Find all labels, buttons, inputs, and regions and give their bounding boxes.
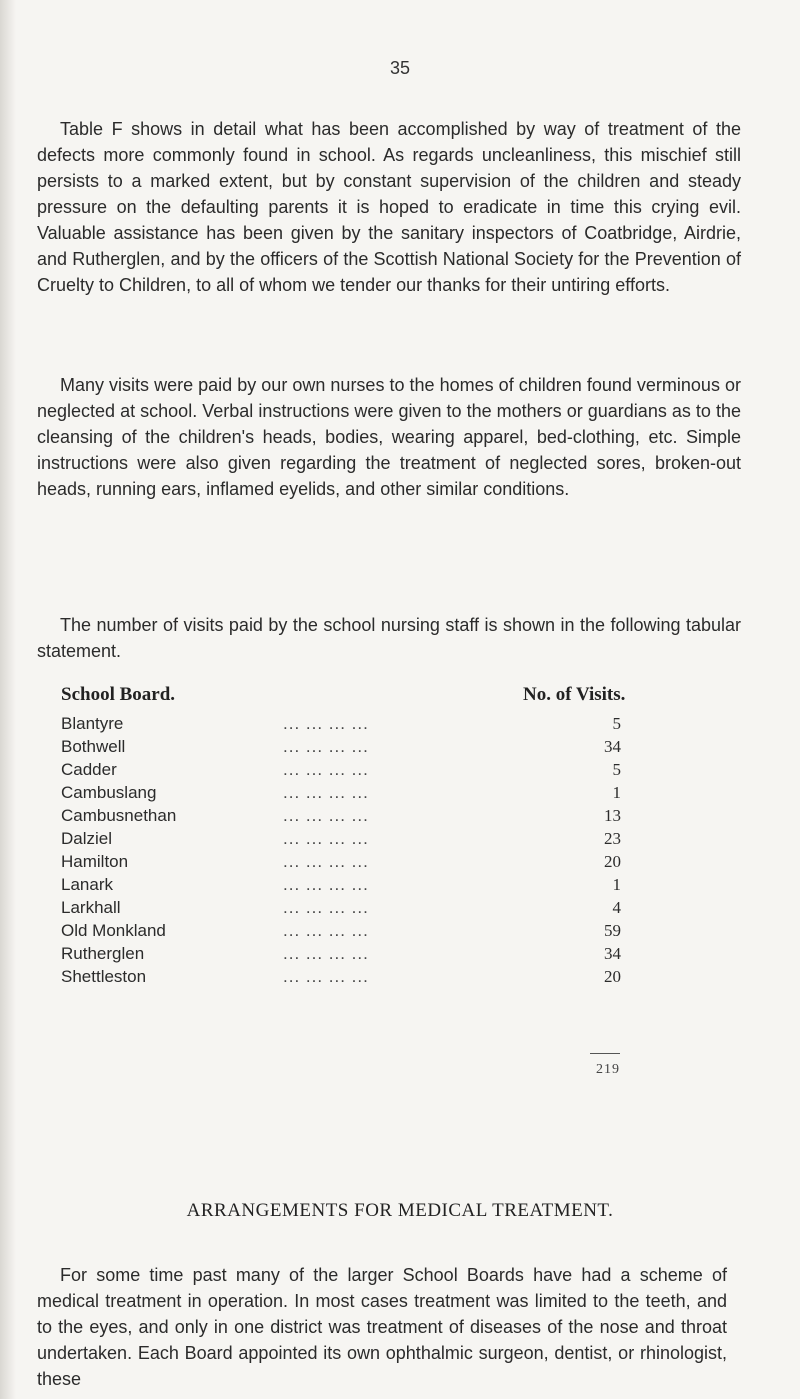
table-header-visits: No. of Visits. (523, 684, 626, 705)
visit-count: 13 (604, 806, 621, 825)
visit-count: 59 (604, 921, 621, 940)
dot-leader: ... ... ... ... (283, 760, 369, 779)
table-row (61, 806, 621, 829)
paragraph-uncleanliness: Table F shows in detail what has been accomplished by way of treatment of the defects more commonly found in school. As regards uncleanliness, this mischief still persists to a marked extent, but by constant supervision of the children and steady pressure on the defaulting parents it is hoped to eradicate in time this crying evil. Valuable assistance has been given by the sanitary inspectors of Coatbridge, Airdrie, and Rutherglen, and by the officers of the Scottish National Society for the Prevention of Cruelty to Children, to all of whom we tender our thanks for their untiring efforts. (37, 119, 741, 295)
board-name: Dalziel (61, 829, 113, 848)
table-row (61, 760, 621, 783)
board-name: Cambuslang (61, 783, 157, 802)
visit-count: 34 (604, 944, 621, 963)
table-row (61, 898, 621, 921)
dot-leader: ... ... ... ... (283, 898, 369, 917)
table-row (61, 714, 621, 737)
table-row (61, 944, 621, 967)
visit-count: 20 (604, 852, 621, 871)
paragraph-medical-treatment: For some time past many of the larger School Boards have had a scheme of medical treatment in operation. In most cases treatment was limited to the teeth, and to the eyes, and only in one district was treatment of diseases of the nose and throat undertaken. Each Board appointed its own ophthalmic surgeon, dentist, or rhinologist, these (37, 1265, 727, 1389)
dot-leader: ... ... ... ... (283, 714, 369, 733)
visit-count: 4 (612, 898, 621, 917)
board-name: Old Monkland (61, 921, 166, 940)
dot-leader: ... ... ... ... (283, 875, 369, 894)
visits-total: 219 (596, 1062, 620, 1077)
visit-count: 1 (612, 783, 621, 802)
table-row (61, 967, 621, 990)
board-name: Cambusnethan (61, 806, 177, 825)
table-row (61, 875, 621, 898)
total-rule (590, 1053, 620, 1054)
visit-count: 5 (612, 714, 621, 733)
board-name: Shettleston (61, 967, 147, 986)
board-name: Bothwell (61, 737, 126, 756)
visit-count: 20 (604, 967, 621, 986)
visit-count: 1 (612, 875, 621, 894)
board-name: Hamilton (61, 852, 129, 871)
board-name: Rutherglen (61, 944, 145, 963)
board-name: Cadder (61, 760, 117, 779)
dot-leader: ... ... ... ... (283, 829, 369, 848)
dot-leader: ... ... ... ... (283, 944, 369, 963)
table-row (61, 737, 621, 760)
board-name: Lanark (61, 875, 113, 894)
paragraph-nurse-visits: Many visits were paid by our own nurses to the homes of children found verminous or neglected at school. Verbal instructions were given to the mothers or guardians as to the cleansing of the children's heads, bodies, wearing apparel, bed-clothing, etc. Simple instructions were also given regarding the treatment of neglected sores, broken-out heads, running ears, inflamed eyelids, and other similar conditions. (37, 375, 741, 499)
table-row (61, 783, 621, 806)
board-name: Blantyre (61, 714, 124, 733)
table-row (61, 829, 621, 852)
visits-table (61, 714, 621, 990)
visit-count: 23 (604, 829, 621, 848)
table-row (61, 852, 621, 875)
dot-leader: ... ... ... ... (283, 737, 369, 756)
dot-leader: ... ... ... ... (283, 967, 369, 986)
board-name: Larkhall (61, 898, 121, 917)
dot-leader: ... ... ... ... (283, 783, 369, 802)
dot-leader: ... ... ... ... (283, 806, 369, 825)
visit-count: 5 (612, 760, 621, 779)
page-number: 35 (389, 58, 411, 78)
dot-leader: ... ... ... ... (283, 852, 369, 871)
section-heading: ARRANGEMENTS FOR MEDICAL TREATMENT. (186, 1200, 614, 1221)
dot-leader: ... ... ... ... (283, 921, 369, 940)
table-header-school-board: School Board. (61, 684, 176, 705)
page-spine-shadow (0, 0, 16, 1399)
table-row (61, 921, 621, 944)
visit-count: 34 (604, 737, 621, 756)
paragraph-table-intro: The number of visits paid by the school nursing staff is shown in the following tabular statement. (37, 615, 741, 661)
